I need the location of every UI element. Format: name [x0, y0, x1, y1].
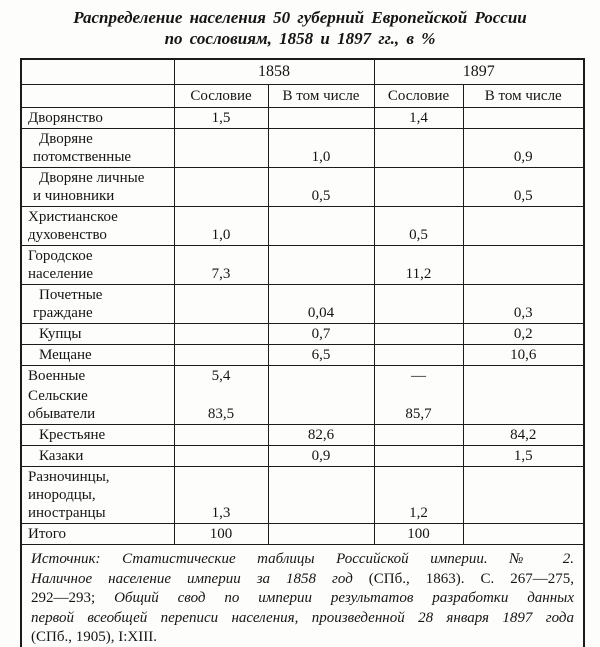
detail-1858-value: [268, 108, 374, 129]
detail-1897-value: [463, 207, 584, 246]
table-row: [21, 108, 584, 129]
estate-1897-value: —: [374, 366, 463, 387]
source-title-segment: Наличное население империи за 1858 год: [31, 570, 369, 587]
detail-1897-value: [463, 467, 584, 524]
source-title-segment: Общий свод по империи результатов разработки данных: [114, 590, 574, 606]
detail-1858-value: [268, 207, 374, 246]
table-row: [21, 246, 584, 285]
estate-1897-value: [374, 324, 463, 345]
source-publication-segment: 292—293;: [31, 590, 115, 606]
table-row: [21, 324, 584, 345]
row-label: Крестьяне: [21, 425, 174, 446]
detail-1897-value: 0,2: [463, 324, 584, 345]
estate-1858-value: 83,5: [174, 386, 268, 425]
row-label: Почетные граждане: [21, 285, 174, 324]
row-label: Дворяне потомственные: [21, 129, 174, 168]
table-row: [21, 386, 584, 425]
source-line: [31, 550, 574, 570]
estate-1897-value: 0,5: [374, 207, 463, 246]
detail-1858-value: 6,5: [268, 345, 374, 366]
row-label: Казаки: [21, 446, 174, 467]
estate-1858-value: 100: [174, 524, 268, 545]
detail-1897-value: [463, 366, 584, 387]
estate-1858-value: 1,3: [174, 467, 268, 524]
estate-1858-value: [174, 345, 268, 366]
row-label: Дворянство: [21, 108, 174, 129]
detail-1858-value: 0,7: [268, 324, 374, 345]
table-body: [21, 108, 584, 545]
estate-1897-value: [374, 168, 463, 207]
detail-1897-value: [463, 524, 584, 545]
source-title-segment: Источник: Статистические таблицы Российской империи. № 2.: [31, 551, 574, 567]
table-row: [21, 366, 584, 387]
estate-1897-value: [374, 425, 463, 446]
detail-1897-value: 84,2: [463, 425, 584, 446]
source-line: [31, 589, 574, 609]
detail-1858-value: 0,9: [268, 446, 374, 467]
table-row: [21, 285, 584, 324]
row-label: Разночинцы, инородцы, иностранцы: [21, 467, 174, 524]
source-publication-segment: (СПб., 1863). С. 267—275,: [368, 570, 575, 587]
detail-1858-value: 0,5: [268, 168, 374, 207]
estate-1858-value: [174, 324, 268, 345]
estate-1897-value: 11,2: [374, 246, 463, 285]
table-row: [21, 345, 584, 366]
table-row: [21, 425, 584, 446]
row-label: Сельские обыватели: [21, 386, 174, 425]
estate-1858-value: 7,3: [174, 246, 268, 285]
estate-1858-value: [174, 129, 268, 168]
estate-1897-value: [374, 345, 463, 366]
table-row: [21, 129, 584, 168]
row-label: Военные: [21, 366, 174, 387]
year-1897-header: 1897: [374, 59, 584, 85]
estate-1897-value: 100: [374, 524, 463, 545]
source-row: [21, 545, 584, 647]
estate-1858-value: [174, 446, 268, 467]
source-line: [31, 628, 574, 647]
detail-column-header-1858: В том числе: [268, 85, 374, 108]
row-label: Городское население: [21, 246, 174, 285]
detail-1858-value: [268, 524, 374, 545]
source-line: [31, 609, 574, 629]
year-header-row: [21, 59, 584, 85]
detail-1897-value: 0,5: [463, 168, 584, 207]
title-line-1: Распределение населения 50 губерний Европейской России: [73, 8, 527, 27]
source-line: [31, 570, 574, 590]
detail-column-header-1897: В том числе: [463, 85, 584, 108]
row-label: Купцы: [21, 324, 174, 345]
estate-1897-value: [374, 129, 463, 168]
estate-1858-value: 1,0: [174, 207, 268, 246]
table-row: [21, 207, 584, 246]
detail-1858-value: 0,04: [268, 285, 374, 324]
estate-1897-value: 1,4: [374, 108, 463, 129]
row-label: Итого: [21, 524, 174, 545]
source-title-segment: первой всеобщей переписи населения, произведенной 28 января 1897 года: [31, 609, 574, 626]
estate-column-header-1858: Сословие: [174, 85, 268, 108]
detail-1897-value: 0,3: [463, 285, 584, 324]
estate-1858-value: [174, 425, 268, 446]
estate-1858-value: [174, 168, 268, 207]
population-distribution-table: [20, 58, 585, 647]
detail-1897-value: [463, 386, 584, 425]
detail-1858-value: 1,0: [268, 129, 374, 168]
year-1858-header: 1858: [174, 59, 374, 85]
detail-1897-value: 10,6: [463, 345, 584, 366]
detail-1897-value: [463, 108, 584, 129]
table-row: [21, 467, 584, 524]
detail-1897-value: 1,5: [463, 446, 584, 467]
table-row: [21, 168, 584, 207]
estate-1858-value: 5,4: [174, 366, 268, 387]
estate-1897-value: 1,2: [374, 467, 463, 524]
table-row: [21, 446, 584, 467]
detail-1858-value: [268, 467, 374, 524]
page-title: [28, 7, 572, 49]
estate-1858-value: [174, 285, 268, 324]
row-label: Дворяне личные и чиновники: [21, 168, 174, 207]
source-publication-segment: (СПб., 1905), I:XIII.: [31, 629, 157, 645]
corner-empty-cell: [21, 59, 174, 85]
estate-1897-value: [374, 285, 463, 324]
source-note: [21, 545, 584, 647]
row-label: Мещане: [21, 345, 174, 366]
detail-1858-value: [268, 386, 374, 425]
row-label: Христианское духовенство: [21, 207, 174, 246]
detail-1897-value: 0,9: [463, 129, 584, 168]
estate-1897-value: 85,7: [374, 386, 463, 425]
estate-column-header-1897: Сословие: [374, 85, 463, 108]
detail-1858-value: 82,6: [268, 425, 374, 446]
detail-1858-value: [268, 246, 374, 285]
estate-1858-value: 1,5: [174, 108, 268, 129]
detail-1858-value: [268, 366, 374, 387]
corner-empty-cell: [21, 85, 174, 108]
estate-1897-value: [374, 446, 463, 467]
title-line-2: по сословиям, 1858 и 1897 гг., в %: [164, 29, 436, 48]
detail-1897-value: [463, 246, 584, 285]
table-row: [21, 524, 584, 545]
subheader-row: [21, 85, 584, 108]
